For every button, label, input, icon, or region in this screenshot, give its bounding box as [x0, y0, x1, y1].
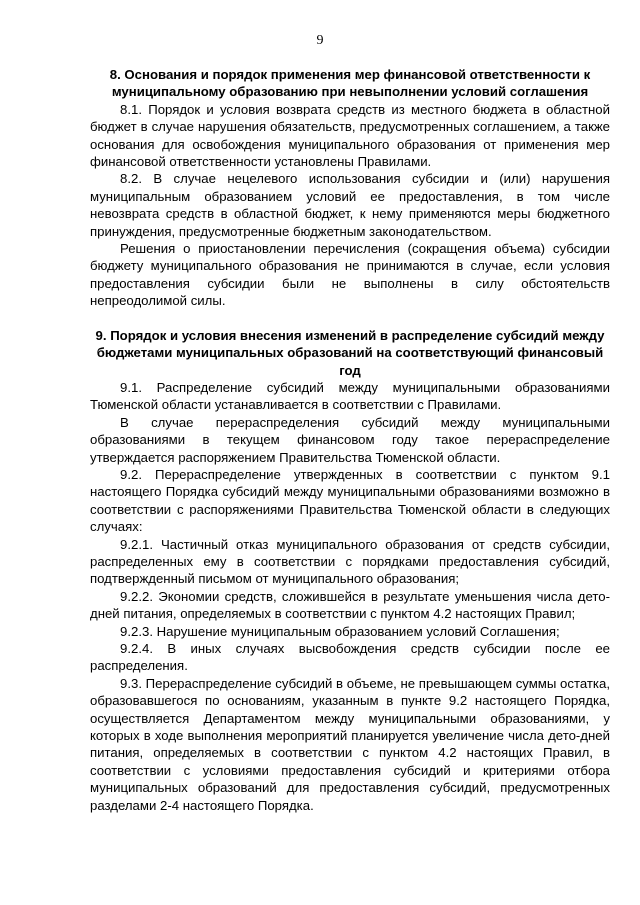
- paragraph-8-1: 8.1. Порядок и условия возврата средств из местного бюджета в областной бюджет в случае нарушения обязательств, предусмотренных соглашением, а также основания для освобождения муниципального образования от применения мер финансовой ответственности установлены Правилами.: [90, 101, 610, 170]
- paragraph-8-2: 8.2. В случае нецелевого использования субсидии и (или) нарушения муниципальным образованием условий ее предоставления, в том числе невозврата средств в областной бюджет, к нему применяются меры бюджетного принуждения, предусмотренные бюджетным законодательством.: [90, 171, 610, 239]
- paragraph-9-1: 9.1. Распределение субсидий между муниципальными образованиями Тюменской области устанавливается в соответствии с Правилами.: [90, 379, 610, 413]
- document-body: [90, 66, 610, 814]
- section-9-heading: 9. Порядок и условия внесения изменений в распределение субсидий между бюджетами муниципальных образований на соответствующий финансовый год: [95, 327, 605, 378]
- paragraph-9-2-2: 9.2.2. Экономии средств, сложившейся в результате уменьшения числа дето-дней питания, определяемых в соответствии с пунктом 4.2 настоящих Правил;: [90, 588, 610, 622]
- section-8: [90, 66, 610, 310]
- page-number: 9: [316, 33, 324, 48]
- paragraph-9-2-3: 9.2.3. Нарушение муниципальным образованием условий Соглашения;: [120, 623, 560, 639]
- section-9: [90, 327, 610, 814]
- paragraph-9-1-redistribution: В случае перераспределения субсидий между муниципальными образованиями в текущем финансовом году такое перераспределение утверждается распоряжением Правительства Тюменской области.: [90, 414, 610, 465]
- paragraph-9-3: 9.3. Перераспределение субсидий в объеме, не превышающем суммы остатка, образовавшегося по основаниям, указанным в пункте 9.2 настоящего Порядка, осуществляется Департаментом между муниципальными образованиями, у которых в ходе выполнения мероприятий планируется увеличение числа дето-дней питания, определяемых в соответствии с пунктом 4.2 настоящих Правил, в соответствии с условиями предоставления субсидий и критериями отбора муниципальных образований для предоставления субсидий, предусмотренных разделами 2-4 настоящего Порядка.: [90, 675, 610, 813]
- paragraph-9-2-4: 9.2.4. В иных случаях высвобождения средств субсидии после ее распределения.: [90, 641, 610, 674]
- paragraph-9-2-1: 9.2.1. Частичный отказ муниципального образования от средств субсидии, распределенных ему в соответствии с порядками предоставления субсидий, подтвержденный письмом от муниципального образования;: [90, 536, 610, 587]
- paragraph-9-2: 9.2. Перераспределение утвержденных в соответствии с пунктом 9.1 настоящего Порядка субсидий между муниципальными образованиями возможно в соответствии с распоряжениями Правительства Тюменской области в следующих случаях:: [90, 466, 610, 535]
- section-8-heading: 8. Основания и порядок применения мер финансовой ответственности к муниципальному образованию при невыполнении условий соглашения: [109, 67, 591, 100]
- paragraph-8-2-decisions: Решения о приостановлении перечисления (сокращения объема) субсидии бюджету муниципального образования не принимаются в случае, если условия предоставления субсидии были не выполнены в силу обстоятельств непреодолимой силы.: [90, 241, 610, 309]
